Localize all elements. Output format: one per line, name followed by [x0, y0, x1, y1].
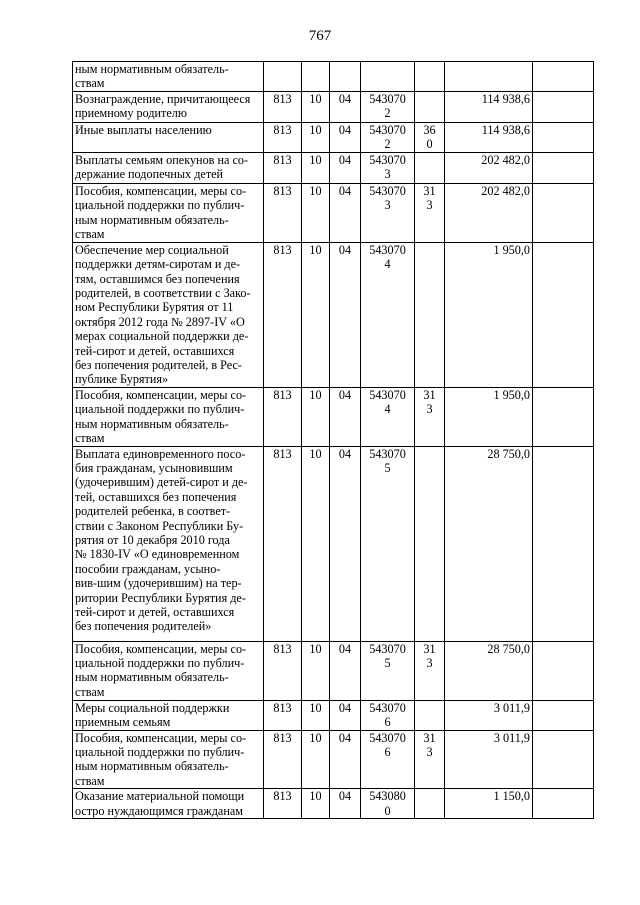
- row-name: Пособия, компенсации, меры со- циальной поддержки по публич- ным нормативным обязатель- ствам: [73, 387, 264, 446]
- row-name: Пособия, компенсации, меры со- циальной поддержки по публич- ным нормативным обязатель- ствам: [73, 641, 264, 700]
- row-code-target: 543070 3: [361, 152, 415, 183]
- row-code-grbs: 813: [264, 446, 302, 641]
- table-row: [73, 152, 594, 183]
- budget-table: [72, 61, 594, 819]
- row-name: Выплаты семьям опекунов на со- держание подопечных детей: [73, 152, 264, 183]
- row-code-section: 10: [302, 183, 330, 242]
- row-amount: 28 750,0: [445, 641, 533, 700]
- row-code-type: [415, 62, 445, 92]
- row-code-subsection: 04: [330, 700, 361, 730]
- row-code-subsection: 04: [330, 152, 361, 183]
- row-code-grbs: 813: [264, 242, 302, 387]
- row-code-section: 10: [302, 122, 330, 152]
- row-empty-cell: [533, 387, 594, 446]
- row-name: Обеспечение мер социальной поддержки детям-сиротам и де- тям, оставшимся без попечения родителей, в соответствии с Зако- ном Республики Бурятия от 11 октября 2012 года № 2897-IV «О мерах социальной поддержки де- тей-сирот и детей, оставшихся без попечения родителей, в Рес- публике Бурятия»: [73, 242, 264, 387]
- row-code-type: [415, 446, 445, 641]
- row-code-grbs: 813: [264, 789, 302, 819]
- row-code-grbs: 813: [264, 91, 302, 122]
- row-name: Пособия, компенсации, меры со- циальной поддержки по публич- ным нормативным обязатель- ствам: [73, 730, 264, 789]
- row-code-target: 543070 2: [361, 91, 415, 122]
- row-code-section: 10: [302, 789, 330, 819]
- row-amount: 1 950,0: [445, 387, 533, 446]
- row-amount: 202 482,0: [445, 183, 533, 242]
- row-code-grbs: [264, 62, 302, 92]
- row-code-grbs: 813: [264, 641, 302, 700]
- row-empty-cell: [533, 789, 594, 819]
- table-row: [73, 183, 594, 242]
- row-empty-cell: [533, 641, 594, 700]
- row-name: Вознаграждение, причитающееся приемному родителю: [73, 91, 264, 122]
- table-row: [73, 641, 594, 700]
- row-code-grbs: 813: [264, 122, 302, 152]
- table-row: [73, 700, 594, 730]
- row-amount: 1 950,0: [445, 242, 533, 387]
- row-code-section: 10: [302, 242, 330, 387]
- row-empty-cell: [533, 62, 594, 92]
- table-row: [73, 91, 594, 122]
- row-code-target: 543070 5: [361, 641, 415, 700]
- row-name: Выплата единовременного посо- бия гражданам, усыновившим (удочерившим) детей-сирот и де- тей, оставшихся без попечения родителей ребенка, в соответ- ствии с Законом Республики Бу- рятия от 10 декабря 2010 года № 1830-IV «О единовременном пособии гражданам, усыно- вив-шим (удочерившим) на тер- ритории Республики Бурятия де- тей-сирот и детей, оставшихся без попечения родителей»: [73, 446, 264, 641]
- row-code-grbs: 813: [264, 700, 302, 730]
- row-code-section: 10: [302, 387, 330, 446]
- row-empty-cell: [533, 152, 594, 183]
- table-row: [73, 62, 594, 92]
- row-amount: [445, 62, 533, 92]
- row-code-section: 10: [302, 91, 330, 122]
- row-code-type: [415, 789, 445, 819]
- row-code-subsection: 04: [330, 183, 361, 242]
- row-code-target: [361, 62, 415, 92]
- row-empty-cell: [533, 446, 594, 641]
- row-amount: 3 011,9: [445, 700, 533, 730]
- row-empty-cell: [533, 730, 594, 789]
- table-row: [73, 387, 594, 446]
- table-row: [73, 242, 594, 387]
- row-name: Оказание материальной помощи остро нуждающимся гражданам: [73, 789, 264, 819]
- row-code-subsection: 04: [330, 242, 361, 387]
- row-amount: 202 482,0: [445, 152, 533, 183]
- row-code-subsection: 04: [330, 387, 361, 446]
- row-amount: 3 011,9: [445, 730, 533, 789]
- row-code-grbs: 813: [264, 730, 302, 789]
- row-code-subsection: 04: [330, 730, 361, 789]
- row-code-target: 543070 4: [361, 387, 415, 446]
- row-code-subsection: 04: [330, 446, 361, 641]
- row-code-subsection: 04: [330, 789, 361, 819]
- row-empty-cell: [533, 122, 594, 152]
- row-code-subsection: [330, 62, 361, 92]
- row-amount: 114 938,6: [445, 122, 533, 152]
- row-code-target: 543070 5: [361, 446, 415, 641]
- row-code-target: 543070 6: [361, 700, 415, 730]
- row-code-type: 31 3: [415, 641, 445, 700]
- row-code-section: 10: [302, 446, 330, 641]
- row-code-section: 10: [302, 641, 330, 700]
- row-code-grbs: 813: [264, 387, 302, 446]
- row-amount: 114 938,6: [445, 91, 533, 122]
- page-number: 767: [308, 28, 332, 44]
- row-code-type: 31 3: [415, 387, 445, 446]
- row-empty-cell: [533, 183, 594, 242]
- row-code-target: 543070 2: [361, 122, 415, 152]
- row-code-subsection: 04: [330, 641, 361, 700]
- row-code-type: [415, 242, 445, 387]
- table-row: [73, 122, 594, 152]
- table-row: [73, 730, 594, 789]
- row-empty-cell: [533, 700, 594, 730]
- row-code-type: [415, 700, 445, 730]
- row-code-target: 543080 0: [361, 789, 415, 819]
- row-code-section: 10: [302, 152, 330, 183]
- row-name: Меры социальной поддержки приемным семьям: [73, 700, 264, 730]
- row-code-target: 543070 3: [361, 183, 415, 242]
- row-empty-cell: [533, 91, 594, 122]
- row-amount: 1 150,0: [445, 789, 533, 819]
- row-code-section: 10: [302, 730, 330, 789]
- row-name: ным нормативным обязатель- ствам: [73, 62, 264, 92]
- row-code-type: 31 3: [415, 183, 445, 242]
- row-code-grbs: 813: [264, 183, 302, 242]
- row-empty-cell: [533, 242, 594, 387]
- table-row: [73, 789, 594, 819]
- row-code-grbs: 813: [264, 152, 302, 183]
- table-row: [73, 446, 594, 641]
- row-code-target: 543070 4: [361, 242, 415, 387]
- row-code-type: [415, 152, 445, 183]
- row-name: Иные выплаты населению: [73, 122, 264, 152]
- row-code-target: 543070 6: [361, 730, 415, 789]
- row-name: Пособия, компенсации, меры со- циальной поддержки по публич- ным нормативным обязатель- ствам: [73, 183, 264, 242]
- row-code-type: 36 0: [415, 122, 445, 152]
- row-code-section: 10: [302, 700, 330, 730]
- row-code-subsection: 04: [330, 122, 361, 152]
- row-code-type: 31 3: [415, 730, 445, 789]
- row-code-section: [302, 62, 330, 92]
- row-amount: 28 750,0: [445, 446, 533, 641]
- row-code-type: [415, 91, 445, 122]
- row-code-subsection: 04: [330, 91, 361, 122]
